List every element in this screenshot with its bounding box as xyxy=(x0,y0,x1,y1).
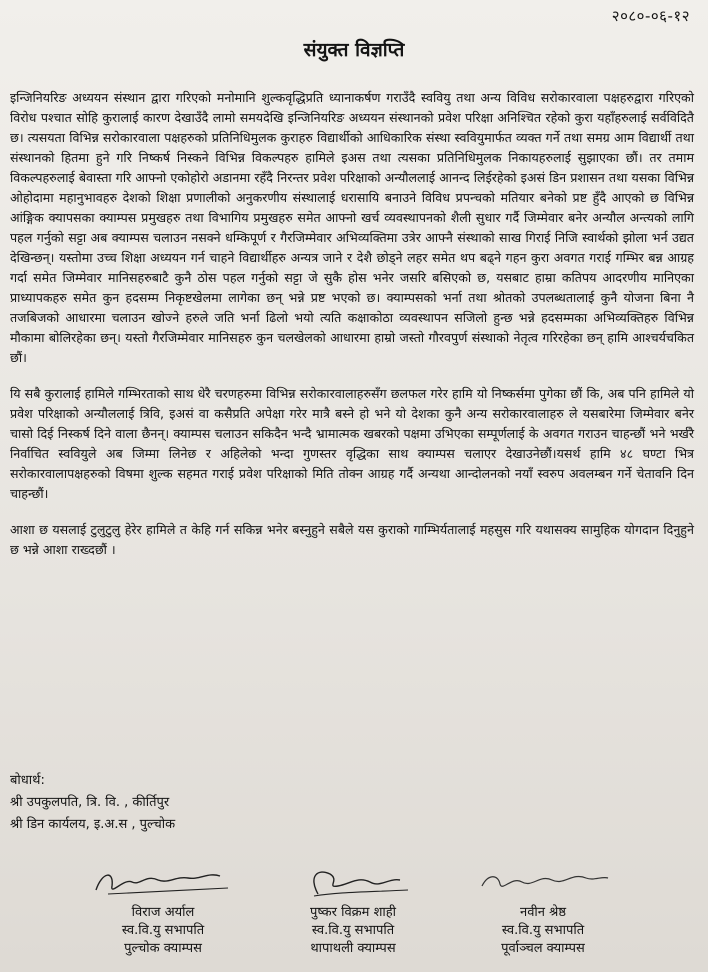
signatory-2 xyxy=(258,866,448,958)
signature-2-scrawl xyxy=(278,866,428,900)
cc-section xyxy=(10,770,175,836)
page-title: संयुक्त विज्ञप्ति xyxy=(303,39,405,61)
signatory-1-name: विराज अर्याल xyxy=(131,905,195,920)
date: २०८०-०६-१२ xyxy=(611,7,690,25)
signatory-1-role: स्व.वि.यु सभापति xyxy=(121,923,205,938)
signatory-3-name: नवीन श्रेष्ठ xyxy=(519,905,567,920)
signature-3-scrawl xyxy=(468,866,618,900)
cc-line-2: श्री डिन कार्यलय, इ.अ.स , पुल्चोक xyxy=(10,817,176,832)
signatory-3-campus: पूर्वाञ्चल क्याम्पस xyxy=(501,941,585,956)
signatory-3 xyxy=(448,866,638,958)
signatory-1 xyxy=(68,866,258,958)
signatory-2-name: पुष्कर विक्रम शाही xyxy=(309,905,397,920)
cc-line-1: श्री उपकुलपति, त्रि. वि. , कीर्तिपुर xyxy=(10,795,170,810)
signatory-2-campus: थापाथली क्याम्पस xyxy=(310,941,396,956)
signature-1-scrawl xyxy=(88,866,238,900)
signatory-1-campus: पुल्चोक क्याम्पस xyxy=(124,941,202,956)
cc-label: बोधार्थ: xyxy=(10,773,45,788)
paragraph-3: आशा छ यसलाई टुलुटुलु हेरेर हामिले त केहि गर्न सकिन्न भनेर बस्नुहुने सबैले यस कुराको गाम्भिर्यतालाई महसुस गरि यथासक्य सामुहिक योगदान दिनुहुने छ भन्ने आशा राख्दछौं । xyxy=(10,522,694,557)
paragraph-1: इन्जिनियरिङ अध्ययन संस्थान द्वारा गरिएको मनोमानि शुल्कवृद्धिप्रति ध्यानाकर्षण गराउँदै स्ववियु तथा अन्य विविध सरोकारवाला पक्षहरुद्वारा गरिएको विरोध पश्चात सोहि कुरालाई कारण देखाउँदै लामो समयदेखि इन्जिनियरिङ अध्ययन संस्थानको प्रवेश परिक्षा अनिश्चित रहेको कुरा यहाँहरुलाई सर्वविदितै छ। त्यसयता विभिन्न सरोकारवाला पक्षहरुको प्रतिनिधिमुलक कुराहरु विद्यार्थीको आधिकारिक संस्था स्ववियुमार्फत व्यक्त गर्ने तथा समग्र आम विद्यार्थी तथा संस्थानको हितमा हुने गरि निष्कर्ष निस्कने विभिन्न विकल्पहरु हामिले इअस तथा त्यसका प्रतिनिधिमुलक निकायहरुलाई सुझाएका छौं। तर तमाम विकल्पहरुलाई बेवास्ता गरि आफ्नो एकोहोरो अडानमा रहँदै निरन्तर प्रवेश परिक्षाको अन्यौललाई आनन्द लिईरहेको इअसं डिन प्रशासन तथा यसका विभिन्न ओहोदामा महानुभावहरु देशको शिक्षा प्रणालीको अनुकरणीय संस्थालाई धरासायि बनाउने विविध प्रपन्चको मतियार बनेको प्रष्ट हुँदै आएको छ विभिन्न आंङ्गिक क्यापसका क्याम्पस प्रमुखहरु तथा विभागिय प्रमुखहरु समेत आफ्नो खर्च व्यवस्थापनको शैली सुधार गर्दै जिम्मेवार बनेर अन्यौल अन्त्यको लागि पहल गर्नुको सट्टा अब क्याम्पस चलाउन नसक्ने धम्किपूर्ण र गैरजिम्मेवार अभिव्यक्तिमा उत्रेर आफ्नै संस्थाको साख गिराई निजि स्वार्थको झोला भर्न उद्यत देखिन्छन्। यस्तोमा उच्च शिक्षा अध्ययन गर्न चाहने विद्यार्थीहरु अन्यत्र जाने र देशै छोड्ने लहर समेत थप बढ्ने गहन कुरा अवगत गराई गम्भिर बन्न आग्रह गर्दा समेत जिम्मेवार मानिसहरुबाटै कुनै ठोस पहल गर्नुको सट्टा जे सुकै होस भनेर जसरि बसिएको छ, यसबाट हाम्रा कतिपय आदरणीय मानिएका प्राध्यापकहरु समेत कुन हदसम्म निकृष्टखेलमा लागेका छन् भन्ने प्रष्ट भएको छ। क्याम्पसको भर्ना तथा श्रोतको उपलब्धतालाई कुनै योजना बिना नै तजबिजको आधारमा चलाउन खोज्ने हरुले जति भर्ना ढिलो भयो त्यति कक्षाकोठा व्यवस्थापन सजिलो हुन्छ भन्ने हदसम्मका अभिव्यक्तिहरु विभिन्न मौकामा बोलिरहेका छन्। यस्तो गैरजिम्मेवार मानिसहरु कुन चलखेलको आधारमा हाम्रो जस्तो गौरवपुर्ण संस्थाको नेतृत्व गरिरहेका छन् हामि आश्चर्यचकित छौं। xyxy=(10,90,694,365)
paragraph-2: यि सबै कुरालाई हामिले गम्भिरताको साथ धेरै चरणहरुमा विभिन्न सरोकारवालाहरुसँग छलफल गरेर हामि यो निष्कर्समा पुगेका छौं कि, अब पनि हामिले यो प्रवेश परिक्षाको अन्यौललाई त्रिवि, इअसं वा कसैप्रति अपेक्षा गरेर मात्रै बस्ने हो भने यो देशका कुनै अन्य सरोकारवालाहरु ले यसबारेमा जिम्मेवार बनेर चासो दिई निस्कर्ष दिने वाला छैनन्। क्याम्पस चलाउन सकिदैन भन्दै भ्रामात्मक खबरको पक्षमा उभिएका सम्पूर्णलाई के अवगत गराउन चाहन्छौं भने भर्खरै निर्वाचित स्ववियुले अब जिम्मा लिनेछ र अहिलेको भन्दा गुणस्तर वृद्धिका साथ क्याम्पस चलाएर देखाउनेछौं।यसर्थ हामि ४८ घण्टा भित्र सरोकारवालापक्षहरुको विषमा शुल्क सहमत गराई प्रवेश परिक्षाको मिति तोक्न आग्रह गर्दै अन्यथा आन्दोलनको नयाँ स्वरुप अवलम्बन गर्ने चेतावनि दिन चाहन्छौं। xyxy=(10,386,694,501)
letter-body xyxy=(10,88,694,576)
signatory-3-role: स्व.वि.यु सभापति xyxy=(501,923,585,938)
signatory-2-role: स्व.वि.यु सभापति xyxy=(311,923,395,938)
